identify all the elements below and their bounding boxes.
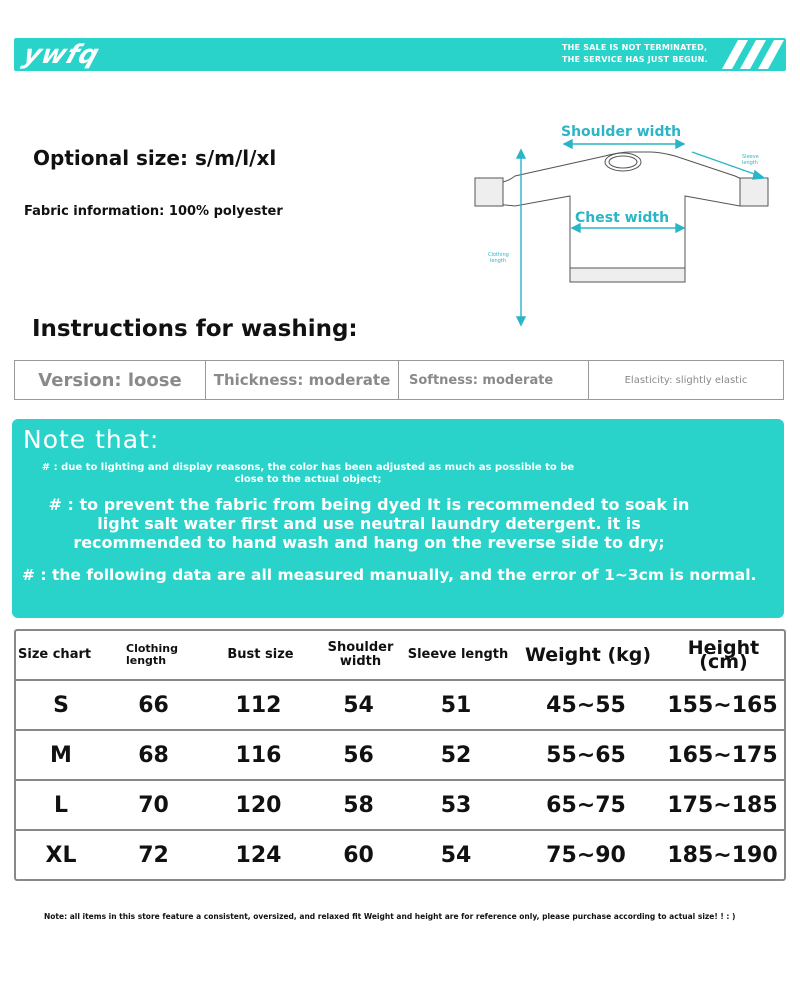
note-line-2: # : to prevent the fabric from being dyed It is recommended to soak in light salt water first and use neutral laundry detergent. it is recommended to hand wash and hang on the reverse side to dry; [48, 495, 690, 552]
cell-clothing-length: 70 [138, 792, 169, 818]
cell-shoulder-width: 54 [343, 692, 374, 718]
cell-height: 185~190 [667, 842, 778, 868]
properties-bar [14, 360, 784, 400]
header-weight: Weight (kg) [524, 644, 652, 666]
thickness-property: Thickness: moderate [206, 361, 399, 399]
banner-tagline [562, 42, 708, 66]
brand-logo: ywfq [19, 40, 104, 70]
cell-clothing-length: 72 [138, 842, 169, 868]
washing-title: Instructions for washing: [32, 316, 358, 342]
cell-weight: 65~75 [546, 792, 626, 818]
table-row [16, 779, 784, 829]
cell-clothing-length: 68 [138, 742, 169, 768]
header-sleeve-length: Sleeve length [407, 647, 509, 662]
sweater-diagram [470, 118, 790, 333]
fabric-info-text: Fabric information: 100% polyester [24, 204, 283, 219]
header-bust-size: Bust size [227, 647, 294, 662]
cell-sleeve-length: 51 [440, 692, 472, 718]
banner-stripes [720, 38, 786, 71]
table-row [16, 829, 784, 879]
cell-clothing-length: 66 [138, 692, 169, 718]
cell-sleeve-length: 54 [440, 842, 472, 868]
header-clothing-length: Clothing length [126, 642, 178, 667]
sleeve-length-label-2: length [742, 160, 758, 166]
table-row [16, 729, 784, 779]
optional-size-text: Optional size: s/m/l/xl [33, 146, 277, 170]
footer-note: Note: all items in this store feature a consistent, oversized, and relaxed fit Weight and height are for reference only, please purchase according to actual size! ! : ) [44, 912, 736, 921]
cell-weight: 55~65 [546, 742, 626, 768]
elasticity-property: Elasticity: slightly elastic [624, 374, 748, 386]
cell-height: 165~175 [667, 742, 778, 768]
cell-shoulder-width: 60 [343, 842, 374, 868]
softness-property: Softness: moderate [399, 361, 589, 399]
cell-size: XL [45, 842, 77, 868]
version-property: Version: loose [15, 361, 206, 399]
note-line-1: # : due to lighting and display reasons, the color has been adjusted as much as possible to be close to the actual object; [41, 462, 575, 485]
header-height: Height (cm) [687, 637, 760, 673]
cell-shoulder-width: 56 [343, 742, 374, 768]
chest-width-label: Chest width [575, 210, 670, 226]
sleeve-length-label-1: Sleeve [742, 154, 759, 160]
note-panel [12, 419, 784, 618]
cell-size: M [50, 742, 72, 768]
cell-shoulder-width: 58 [343, 792, 374, 818]
cell-size: S [53, 692, 69, 718]
cell-bust-size: 112 [235, 692, 282, 718]
cell-bust-size: 116 [235, 742, 282, 768]
tagline-line-2: THE SERVICE HAS JUST BEGUN. [562, 55, 708, 64]
table-header-row [16, 631, 784, 679]
table-row [16, 679, 784, 729]
size-chart-table [14, 629, 786, 881]
cell-sleeve-length: 52 [440, 742, 472, 768]
cell-height: 155~165 [667, 692, 778, 718]
clothing-length-label-2: length [490, 258, 506, 264]
cell-bust-size: 120 [235, 792, 282, 818]
cell-weight: 45~55 [546, 692, 626, 718]
note-title: Note that: [23, 425, 160, 454]
tagline-line-1: THE SALE IS NOT TERMINATED, [562, 43, 708, 52]
cell-weight: 75~90 [546, 842, 626, 868]
header-shoulder-width: Shoulder width [327, 640, 394, 669]
header-size-chart: Size chart [18, 647, 92, 662]
note-line-3: # : the following data are all measured manually, and the error of 1~3cm is normal. [22, 566, 757, 584]
cell-height: 175~185 [667, 792, 778, 818]
cell-size: L [53, 792, 69, 818]
top-banner [14, 38, 786, 71]
cell-sleeve-length: 53 [440, 792, 472, 818]
cell-bust-size: 124 [235, 842, 282, 868]
shoulder-width-label: Shoulder width [561, 124, 682, 140]
clothing-length-label-1: Clothing [488, 252, 509, 258]
